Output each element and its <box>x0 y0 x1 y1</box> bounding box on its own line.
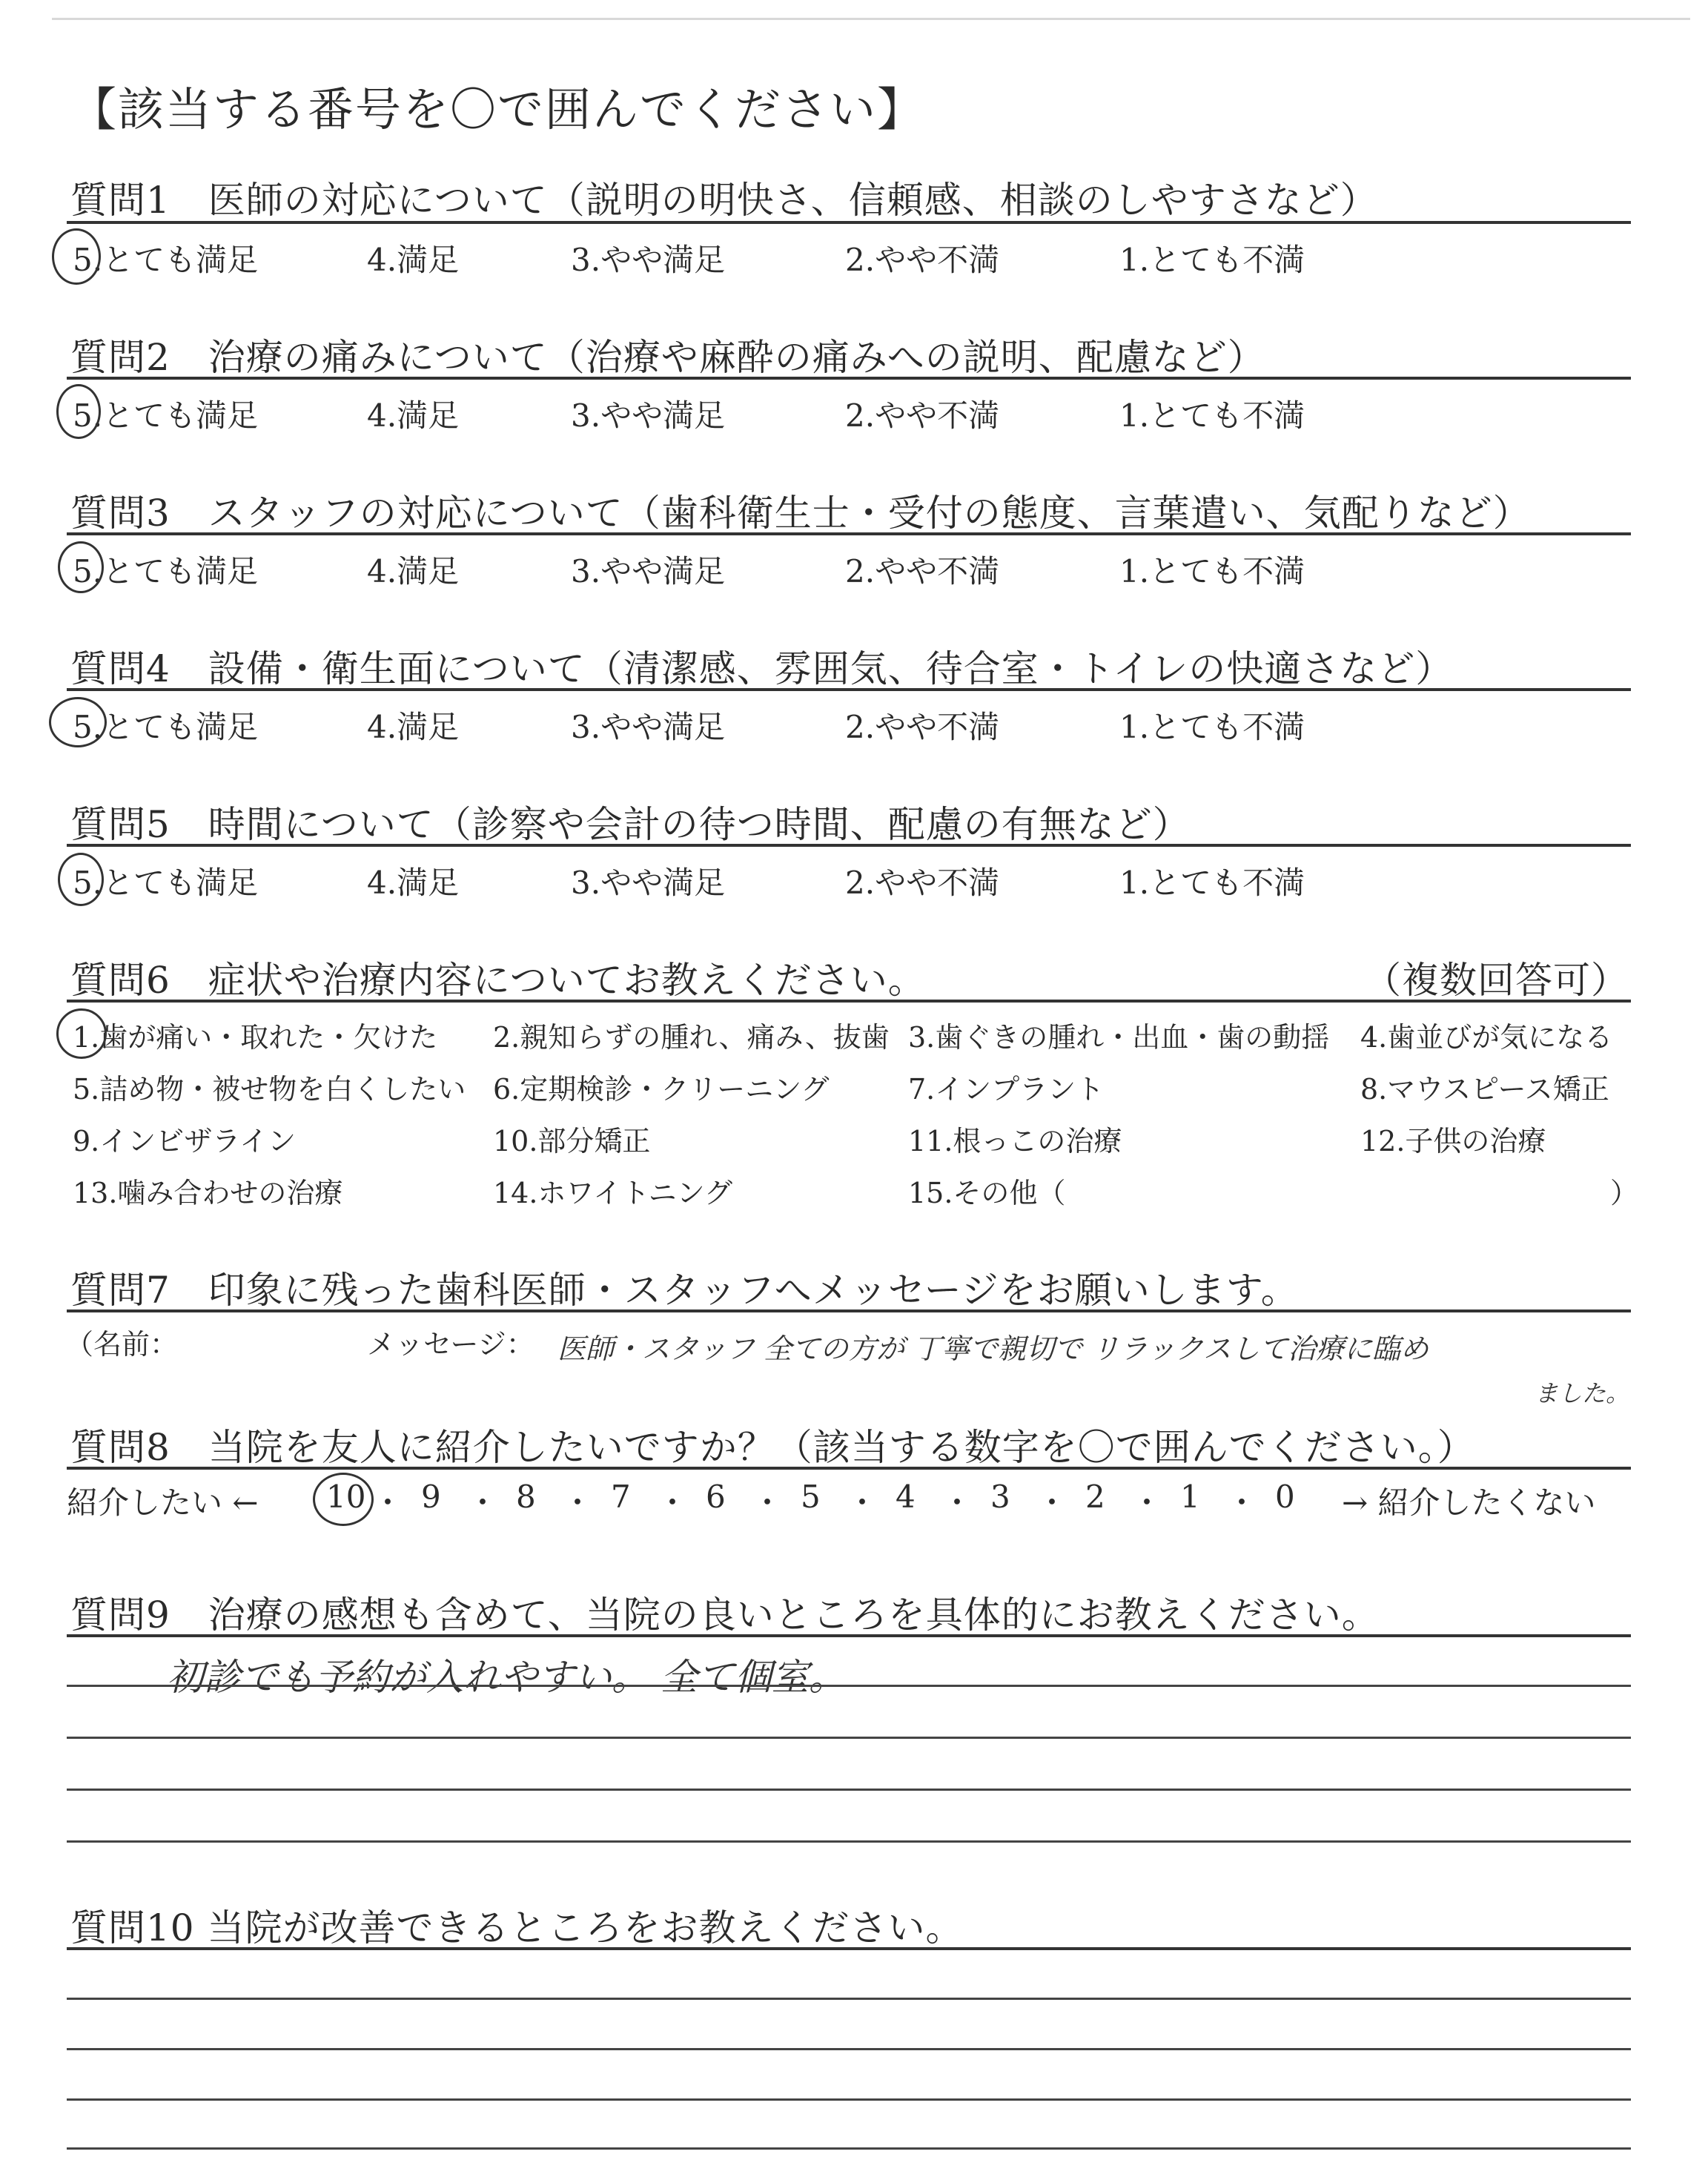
q6-item-10[interactable]: 10.部分矯正 <box>493 1125 651 1157</box>
q8-scale-separator: ・ <box>657 1484 689 1521</box>
question-3-text: 質問3 スタッフの対応について（歯科衛生士・受付の態度、言葉遣い、気配りなど） <box>70 492 1531 535</box>
question-4-rule <box>67 688 1631 691</box>
q3-option-4[interactable]: 4.満足 <box>367 553 460 589</box>
q7-message-label: メッセージ： <box>367 1328 534 1361</box>
q8-scale-separator: ・ <box>562 1484 594 1521</box>
question-1-text: 質問1 医師の対応について（説明の明快さ、信頼感、相談のしやすさなど） <box>70 179 1378 222</box>
q8-scale-separator: ・ <box>847 1484 878 1521</box>
q2-option-4[interactable]: 4.満足 <box>367 397 460 434</box>
q4-option-3[interactable]: 3.やや満足 <box>571 709 726 745</box>
q6-item-13[interactable]: 13.噛み合わせの治療 <box>73 1177 343 1209</box>
question-7-text: 質問7 印象に残った歯科医師・スタッフへメッセージをお願いします。 <box>70 1269 1299 1312</box>
q6-item-14[interactable]: 14.ホワイトニング <box>493 1177 733 1209</box>
question-5-text: 質問5 時間について（診察や会計の待つ時間、配慮の有無など） <box>70 803 1191 846</box>
q3-option-3[interactable]: 3.やや満足 <box>571 553 726 589</box>
q8-scale-2[interactable]: 2 <box>1085 1479 1105 1515</box>
q5-option-3[interactable]: 3.やや満足 <box>571 865 726 901</box>
q6-item-12[interactable]: 12.子供の治療 <box>1360 1125 1546 1157</box>
q5-option-2[interactable]: 2.やや不満 <box>845 865 1000 901</box>
q10-answer-line-3 <box>67 2098 1631 2101</box>
q3-option-1[interactable]: 1.とても不満 <box>1119 553 1305 589</box>
q6-item-3[interactable]: 3.歯ぐきの腫れ・出血・歯の動揺 <box>908 1021 1330 1054</box>
question-2-text: 質問2 治療の痛みについて（治療や麻酔の痛みへの説明、配慮など） <box>70 336 1265 379</box>
q1-option-2[interactable]: 2.やや不満 <box>845 242 1000 278</box>
q8-right-label: → 紹介したくない <box>1342 1484 1596 1521</box>
q2-option-5[interactable]: 5.とても満足 <box>73 397 259 434</box>
form-title: 【該当する番号を〇で囲んでください】 <box>70 82 925 136</box>
q7-message-handwritten-line2[interactable]: ました。 <box>1535 1379 1630 1407</box>
q8-scale-separator: ・ <box>752 1484 784 1521</box>
q9-answer-line-4 <box>67 1840 1631 1843</box>
question-6-text: 質問6 症状や治療内容についてお教えください。 <box>70 959 926 1002</box>
q8-scale-9[interactable]: 9 <box>421 1479 441 1515</box>
q9-answer-line-2 <box>67 1737 1631 1739</box>
q4-option-4[interactable]: 4.満足 <box>367 709 460 745</box>
q6-item-2[interactable]: 2.親知らずの腫れ、痛み、抜歯 <box>493 1021 890 1054</box>
q1-option-5[interactable]: 5.とても満足 <box>73 242 259 278</box>
q8-left-label: 紹介したい ← <box>67 1484 259 1521</box>
q8-scale-separator: ・ <box>1131 1484 1163 1521</box>
q4-option-2[interactable]: 2.やや不満 <box>845 709 1000 745</box>
q9-answer-handwritten[interactable]: 初診でも予約が入れやすい。 全て個室。 <box>167 1656 846 1699</box>
q10-answer-line-1 <box>67 1998 1631 2000</box>
top-edge-line <box>52 18 1690 20</box>
question-2-rule <box>67 377 1631 380</box>
q6-item-11[interactable]: 11.根っこの治療 <box>908 1125 1122 1157</box>
q5-option-5[interactable]: 5.とても満足 <box>73 865 259 901</box>
q7-message-handwritten-line1[interactable]: 医師・スタッフ 全ての方が 丁寧で親切で リラックスして治療に臨め <box>557 1332 1429 1365</box>
q4-option-5[interactable]: 5.とても満足 <box>73 709 259 745</box>
question-8-rule <box>67 1467 1631 1470</box>
q2-option-3[interactable]: 3.やや満足 <box>571 397 726 434</box>
q8-scale-10[interactable]: 10 <box>326 1479 366 1515</box>
question-10-text: 質問10 当院が改善できるところをお教えください。 <box>70 1906 964 1949</box>
q1-option-4[interactable]: 4.満足 <box>367 242 460 278</box>
question-7-rule <box>67 1309 1631 1312</box>
q6-item-9[interactable]: 9.インビザライン <box>73 1125 297 1157</box>
q6-item-1[interactable]: 1.歯が痛い・取れた・欠けた <box>73 1021 438 1054</box>
question-3-rule <box>67 532 1631 535</box>
q9-answer-line-1 <box>67 1685 1631 1687</box>
q3-option-2[interactable]: 2.やや不満 <box>845 553 1000 589</box>
q6-item-5[interactable]: 5.詰め物・被せ物を白くしたい <box>73 1073 466 1106</box>
q6-item-7[interactable]: 7.インプラント <box>908 1073 1105 1106</box>
q10-answer-line-2 <box>67 2048 1631 2050</box>
q8-scale-0[interactable]: 0 <box>1275 1479 1295 1515</box>
question-5-rule <box>67 844 1631 847</box>
q6-item-8[interactable]: 8.マウスピース矯正 <box>1360 1073 1609 1106</box>
q9-answer-line-3 <box>67 1789 1631 1791</box>
q8-scale-5[interactable]: 5 <box>801 1479 821 1515</box>
q6-item-15-close-paren: ） <box>1610 1177 1639 1209</box>
q8-scale-7[interactable]: 7 <box>611 1479 631 1515</box>
question-9-text: 質問9 治療の感想も含めて、当院の良いところを具体的にお教えください。 <box>70 1593 1380 1636</box>
q8-scale-separator: ・ <box>467 1484 499 1521</box>
q6-item-15[interactable]: 15.その他（ <box>908 1177 1066 1209</box>
q2-option-2[interactable]: 2.やや不満 <box>845 397 1000 434</box>
q8-scale-4[interactable]: 4 <box>896 1479 916 1515</box>
q8-scale-separator: ・ <box>1226 1484 1258 1521</box>
q8-scale-8[interactable]: 8 <box>516 1479 536 1515</box>
q8-scale-3[interactable]: 3 <box>990 1479 1010 1515</box>
question-6-rule <box>67 1000 1631 1003</box>
q5-option-4[interactable]: 4.満足 <box>367 865 460 901</box>
q8-scale-6[interactable]: 6 <box>706 1479 726 1515</box>
q2-option-1[interactable]: 1.とても不満 <box>1119 397 1305 434</box>
q6-item-4[interactable]: 4.歯並びが気になる <box>1360 1021 1613 1054</box>
question-4-text: 質問4 設備・衛生面について（清潔感、雰囲気、待合室・トイレの快適さなど） <box>70 647 1454 690</box>
q8-scale-separator: ・ <box>1036 1484 1068 1521</box>
q3-option-5[interactable]: 5.とても満足 <box>73 553 259 589</box>
q1-option-1[interactable]: 1.とても不満 <box>1119 242 1305 278</box>
q4-option-1[interactable]: 1.とても不満 <box>1119 709 1305 745</box>
question-10-rule <box>67 1947 1631 1950</box>
question-6-note: （複数回答可） <box>1364 959 1629 1002</box>
q10-answer-line-4 <box>67 2147 1631 2150</box>
q8-scale-separator: ・ <box>372 1484 404 1521</box>
q6-item-6[interactable]: 6.定期検診・クリーニング <box>493 1073 830 1106</box>
question-9-rule <box>67 1634 1631 1637</box>
q8-scale-separator: ・ <box>941 1484 973 1521</box>
q8-scale-1[interactable]: 1 <box>1180 1479 1200 1515</box>
question-1-rule <box>67 221 1631 224</box>
q1-option-3[interactable]: 3.やや満足 <box>571 242 726 278</box>
q5-option-1[interactable]: 1.とても不満 <box>1119 865 1305 901</box>
q7-name-label: （名前： <box>65 1328 179 1361</box>
question-8-text: 質問8 当院を友人に紹介したいですか？（該当する数字を〇で囲んでください。） <box>70 1426 1475 1469</box>
